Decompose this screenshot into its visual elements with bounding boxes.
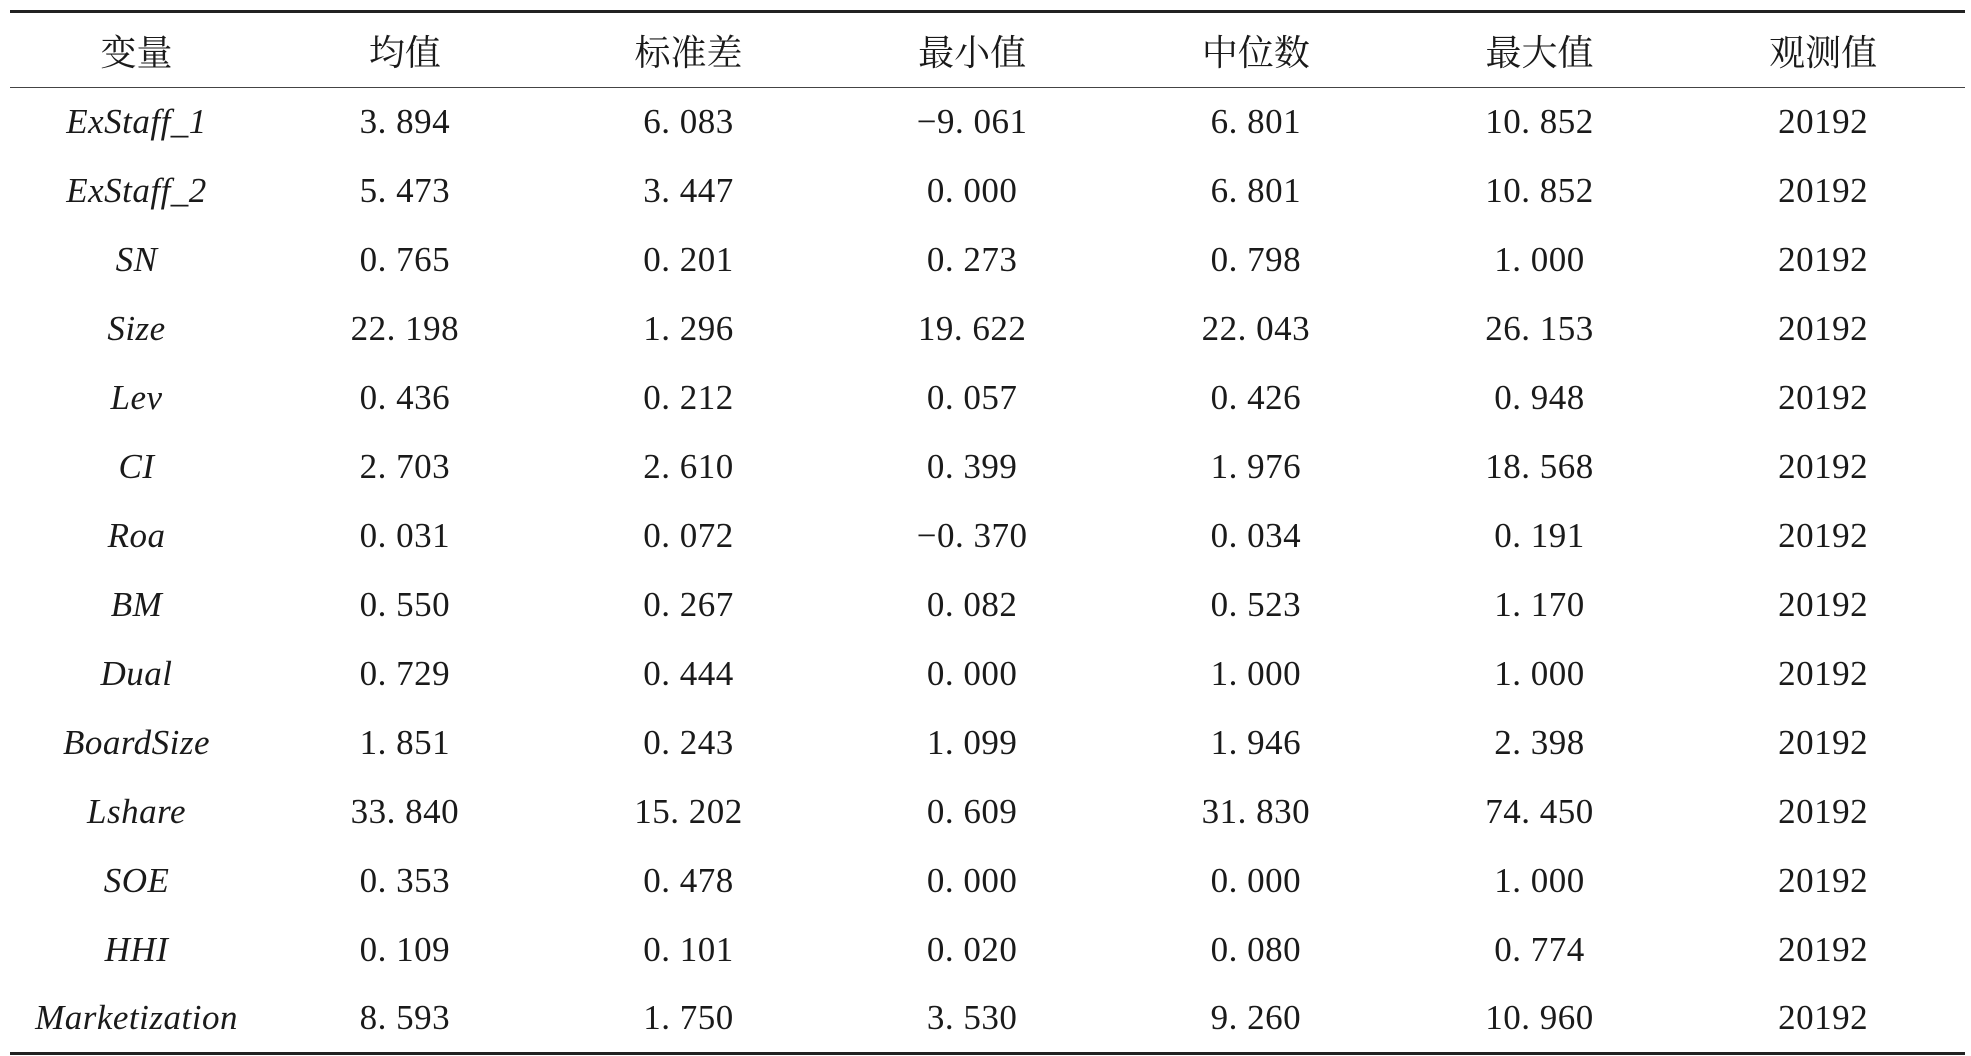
cell-median: 0. 080 (1210, 930, 1302, 969)
cell-max: 18. 568 (1485, 447, 1594, 486)
cell-mean: 0. 550 (359, 585, 451, 624)
cell-mean: 0. 436 (359, 378, 451, 417)
cell-variable: BoardSize (62, 723, 211, 762)
cell-median: 1. 976 (1210, 447, 1302, 486)
cell-max: 10. 852 (1485, 171, 1594, 210)
header-mean: 均值 (263, 12, 547, 88)
cell-min: −0. 370 (916, 516, 1028, 555)
cell-variable: Marketization (10, 985, 263, 1054)
table-row (10, 295, 1965, 364)
cell-std-dev: 1. 296 (643, 309, 734, 348)
cell-mean: 5. 473 (359, 171, 451, 210)
cell-max: 0. 774 (1494, 930, 1585, 969)
cell-std-dev: 2. 610 (643, 447, 734, 486)
cell-max: 10. 852 (1485, 102, 1594, 142)
cell-variable: BM (110, 585, 163, 624)
cell-variable: Dual (100, 654, 173, 693)
cell-max: 1. 000 (1494, 654, 1585, 693)
cell-max: 0. 948 (1494, 378, 1585, 417)
cell-min: 0. 399 (926, 447, 1018, 486)
cell-median: 1. 000 (1210, 654, 1302, 693)
cell-variable: CI (118, 447, 155, 486)
table-row (10, 985, 1965, 1054)
cell-mean: 22. 198 (350, 309, 460, 348)
cell-min: 3. 530 (830, 985, 1114, 1054)
cell-std-dev: 0. 212 (643, 378, 734, 417)
cell-max: 10. 960 (1398, 985, 1682, 1054)
table-row (10, 433, 1965, 502)
cell-max: 74. 450 (1485, 792, 1594, 831)
cell-variable: Roa (107, 516, 166, 555)
cell-min: −9. 061 (916, 102, 1028, 142)
cell-mean: 3. 894 (359, 102, 451, 142)
cell-observations: 20192 (1778, 723, 1869, 762)
cell-min: 0. 000 (926, 654, 1018, 693)
cell-max: 1. 000 (1494, 240, 1585, 279)
table-row (10, 916, 1965, 985)
cell-min: 0. 057 (926, 378, 1018, 417)
cell-mean: 1. 851 (359, 723, 451, 762)
cell-std-dev: 0. 444 (643, 654, 734, 693)
cell-std-dev: 0. 101 (643, 930, 734, 969)
cell-observations: 20192 (1778, 861, 1869, 900)
cell-std-dev: 0. 072 (643, 516, 734, 555)
table-row (10, 502, 1965, 571)
cell-variable: HHI (104, 930, 169, 969)
cell-min: 0. 273 (926, 240, 1018, 279)
cell-std-dev: 3. 447 (643, 171, 734, 210)
header-std-dev: 标准差 (547, 12, 831, 88)
table-body (10, 88, 1965, 1054)
header-max: 最大值 (1398, 12, 1682, 88)
cell-observations: 20192 (1778, 585, 1869, 624)
table-row (10, 364, 1965, 433)
cell-std-dev: 0. 201 (643, 240, 734, 279)
cell-min: 0. 020 (926, 930, 1018, 969)
cell-median: 0. 798 (1210, 240, 1302, 279)
cell-min: 19. 622 (917, 309, 1027, 348)
cell-observations: 20192 (1778, 378, 1869, 417)
cell-observations: 20192 (1778, 309, 1869, 348)
statistics-table-container (10, 10, 1965, 1055)
cell-variable: ExStaff_2 (66, 171, 207, 210)
cell-median: 0. 426 (1210, 378, 1302, 417)
cell-median: 22. 043 (1201, 309, 1311, 348)
table-row (10, 778, 1965, 847)
cell-max: 26. 153 (1485, 309, 1594, 348)
header-median: 中位数 (1114, 12, 1398, 88)
cell-mean: 2. 703 (359, 447, 451, 486)
cell-median: 1. 946 (1210, 723, 1302, 762)
cell-min: 0. 609 (926, 792, 1018, 831)
header-min: 最小值 (830, 12, 1114, 88)
cell-max: 1. 000 (1494, 861, 1585, 900)
cell-mean: 0. 765 (359, 240, 451, 279)
cell-observations: 20192 (1778, 447, 1869, 486)
cell-median: 0. 523 (1210, 585, 1302, 624)
cell-max: 0. 191 (1494, 516, 1585, 555)
table-header (10, 12, 1965, 88)
cell-median: 0. 000 (1210, 861, 1302, 900)
table-row (10, 88, 1965, 157)
cell-observations: 20192 (1778, 792, 1869, 831)
table-row (10, 640, 1965, 709)
cell-min: 0. 000 (926, 861, 1018, 900)
cell-median: 31. 830 (1201, 792, 1311, 831)
cell-variable: Size (107, 309, 166, 348)
cell-variable: Lev (110, 378, 163, 417)
table-row (10, 571, 1965, 640)
cell-variable: ExStaff_1 (66, 102, 207, 142)
cell-mean: 0. 109 (359, 930, 451, 969)
cell-mean: 33. 840 (350, 792, 460, 831)
cell-observations: 20192 (1778, 171, 1869, 210)
table-row (10, 226, 1965, 295)
cell-observations: 20192 (1681, 985, 1965, 1054)
descriptive-statistics-table (10, 10, 1965, 1055)
header-row (10, 12, 1965, 88)
cell-std-dev: 6. 083 (643, 102, 734, 142)
cell-mean: 8. 593 (263, 985, 547, 1054)
cell-mean: 0. 353 (359, 861, 451, 900)
table-row (10, 157, 1965, 226)
cell-std-dev: 15. 202 (634, 792, 743, 831)
table-row (10, 847, 1965, 916)
cell-observations: 20192 (1778, 240, 1869, 279)
cell-mean: 0. 729 (359, 654, 451, 693)
cell-std-dev: 0. 243 (643, 723, 734, 762)
cell-observations: 20192 (1778, 654, 1869, 693)
cell-std-dev: 0. 267 (643, 585, 734, 624)
table-row (10, 709, 1965, 778)
cell-min: 0. 000 (926, 171, 1018, 210)
cell-mean: 0. 031 (359, 516, 451, 555)
cell-median: 0. 034 (1210, 516, 1302, 555)
cell-median: 6. 801 (1210, 102, 1302, 142)
cell-std-dev: 1. 750 (547, 985, 831, 1054)
cell-variable: Lshare (87, 792, 186, 831)
cell-observations: 20192 (1778, 102, 1869, 142)
header-variable: 变量 (10, 12, 263, 88)
header-observations: 观测值 (1681, 12, 1965, 88)
cell-observations: 20192 (1778, 516, 1869, 555)
cell-median: 9. 260 (1114, 985, 1398, 1054)
cell-max: 2. 398 (1494, 723, 1585, 762)
cell-min: 0. 082 (926, 585, 1018, 624)
cell-variable: SOE (103, 861, 170, 900)
cell-std-dev: 0. 478 (643, 861, 734, 900)
cell-variable: SN (115, 240, 158, 279)
cell-min: 1. 099 (926, 723, 1018, 762)
cell-median: 6. 801 (1210, 171, 1302, 210)
cell-max: 1. 170 (1494, 585, 1585, 624)
cell-observations: 20192 (1778, 930, 1869, 969)
